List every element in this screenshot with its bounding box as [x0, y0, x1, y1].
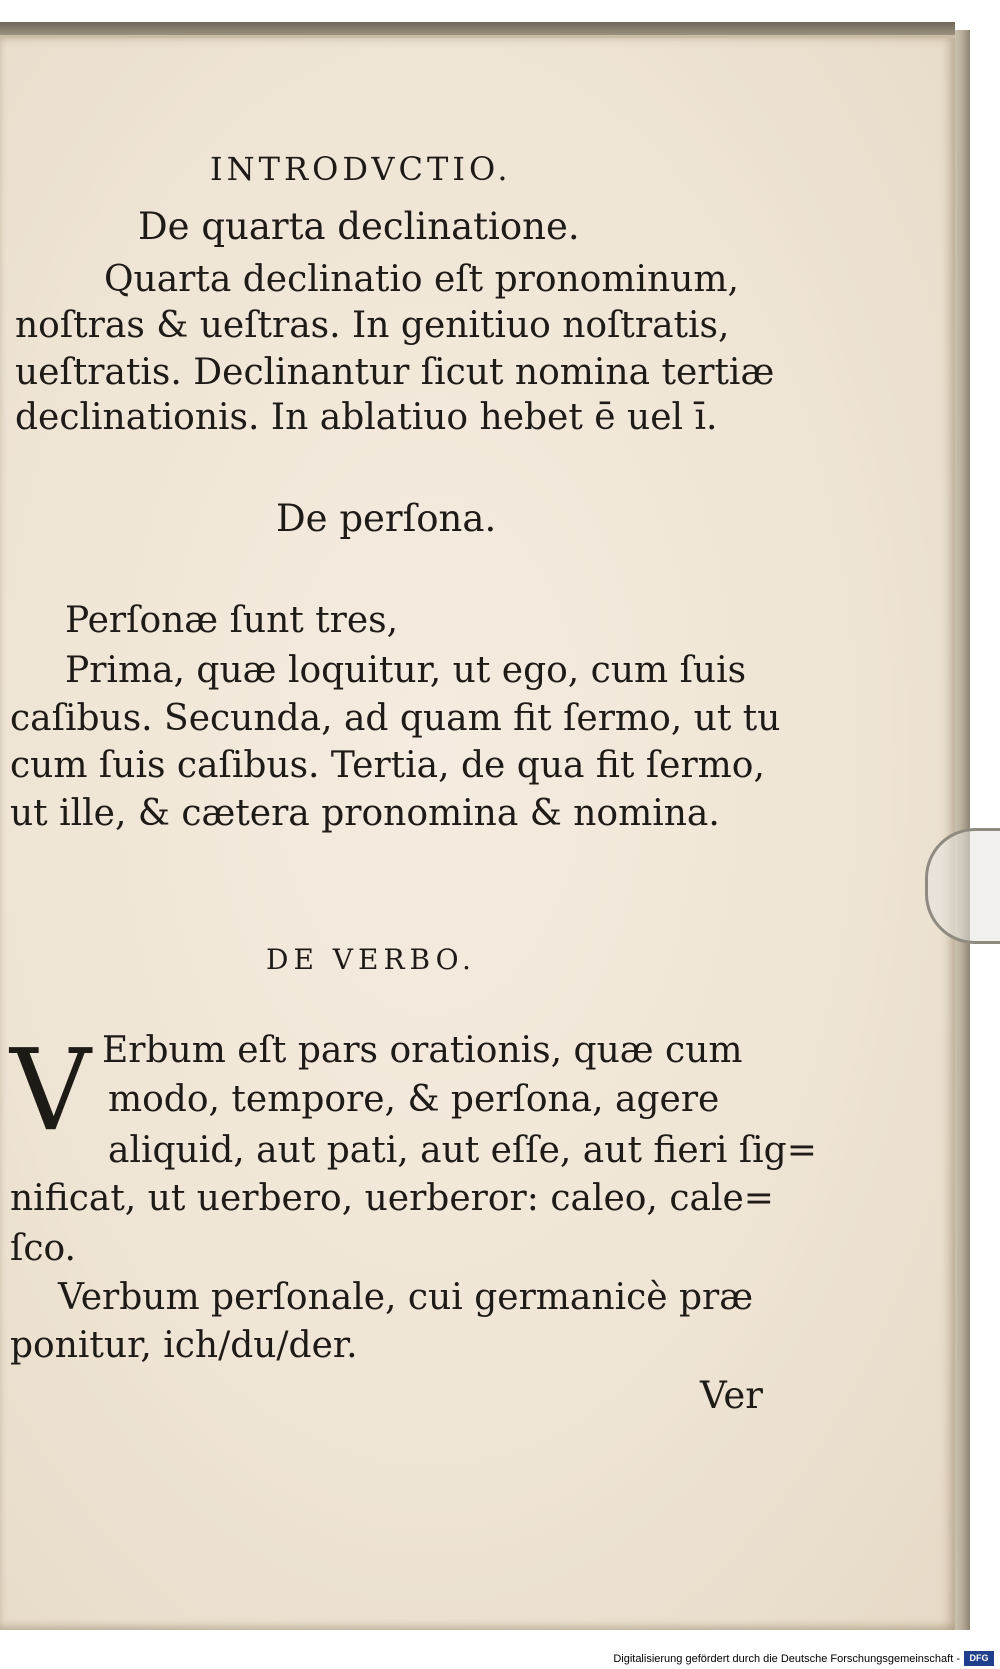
text-line: Verbum perſonale, cui germanicè præ — [58, 1277, 754, 1318]
text-line: Prima, quæ loquitur, ut ego, cum ſuis — [65, 650, 747, 691]
dfg-logo: DFG — [964, 1651, 994, 1666]
text-line: nificat, ut uerbero, uerberor: caleo, cale= — [10, 1178, 774, 1219]
text-line: noſtras & ueſtras. In genitiuo noſtratis, — [15, 305, 730, 346]
book-clip — [925, 828, 1000, 944]
text-line: Erbum eſt pars orationis, quæ cum — [102, 1030, 743, 1071]
text-line: ut ille, & cætera pronomina & nomina. — [10, 793, 720, 834]
text-line: aliquid, aut pati, aut eſſe, aut fieri ſig= — [108, 1130, 817, 1171]
section-title-persona: De perſona. — [276, 497, 497, 540]
text-line: modo, tempore, & perſona, agere — [108, 1079, 720, 1120]
text-line: declinationis. In ablatiuo hebet ē uel ī. — [15, 397, 718, 438]
digitization-credit: Digitalisierung gefördert durch die Deutsche Forschungsgemeinschaft - — [613, 1653, 960, 1665]
text-line: ſco. — [10, 1228, 76, 1269]
catchword: Ver — [700, 1374, 763, 1417]
section-title-verbo: DE VERBO. — [266, 943, 476, 976]
text-line: ponitur, ich/du/der. — [10, 1325, 358, 1366]
running-header: INTRODVCTIO. — [210, 150, 512, 188]
text-line: cum ſuis caſibus. Tertia, de qua fit ſermo, — [10, 745, 765, 786]
drop-cap-initial: V — [10, 1026, 91, 1156]
text-line: Perſonæ ſunt tres, — [65, 600, 399, 641]
text-line: ueſtratis. Declinantur ſicut nomina tertiæ — [15, 352, 775, 393]
text-line: Quarta declinatio eſt pronominum, — [104, 259, 739, 300]
section-title-quarta: De quarta declinatione. — [138, 205, 580, 248]
text-line: caſibus. Secunda, ad quam fit ſermo, ut tu — [10, 698, 781, 739]
